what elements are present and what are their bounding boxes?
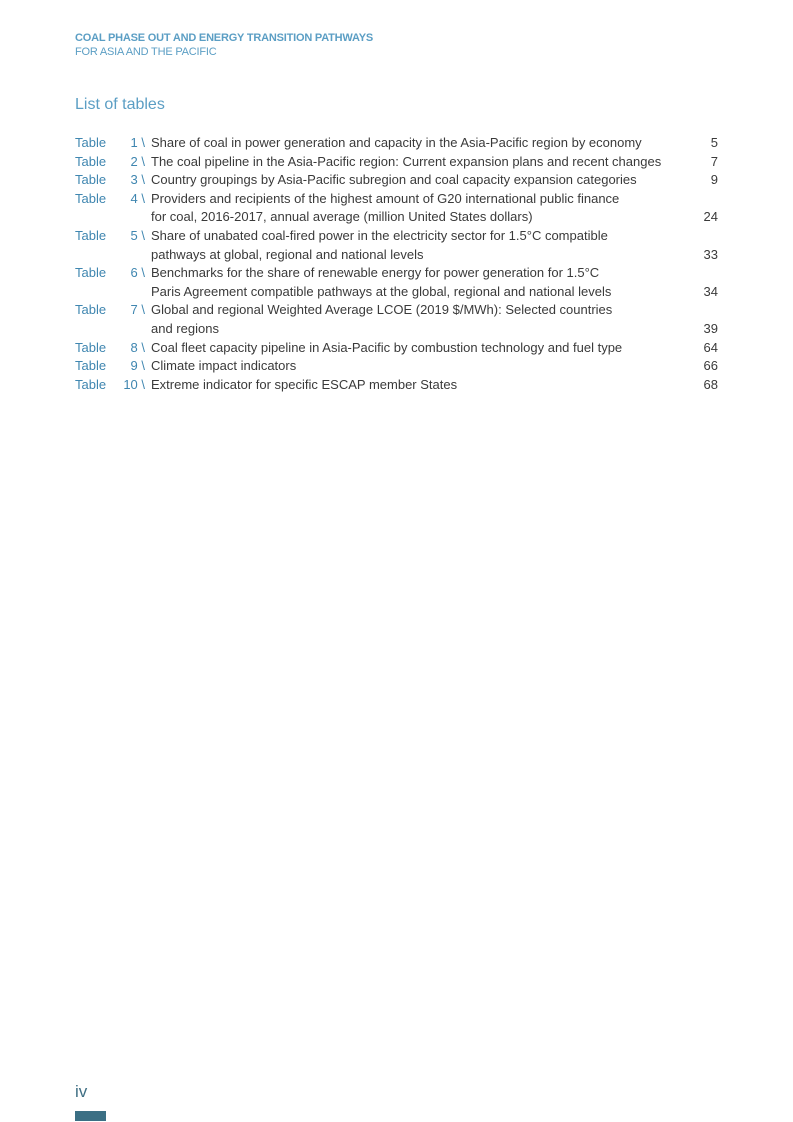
entry-title: [151, 357, 678, 376]
toc-entry[interactable]: [75, 134, 718, 153]
entry-title: [151, 339, 678, 358]
toc-entry[interactable]: [75, 339, 718, 358]
entry-title-line: and regions: [151, 320, 219, 336]
entry-title: [151, 134, 678, 153]
entry-title-line: Country groupings by Asia-Pacific subregion and coal capacity expansion categories: [151, 172, 637, 188]
entry-page: 9: [710, 172, 718, 188]
entry-page: 34: [703, 283, 718, 299]
list-of-tables: [75, 134, 718, 394]
toc-entry[interactable]: [75, 190, 718, 227]
running-header-title: COAL PHASE OUT AND ENERGY TRANSITION PATHWAYS: [75, 32, 374, 44]
toc-entry[interactable]: [75, 227, 718, 264]
entry-number: 5 \: [130, 227, 145, 243]
running-header-subtitle: FOR ASIA AND THE PACIFIC: [75, 46, 217, 58]
entry-label: Table: [75, 302, 107, 318]
entry-page: 5: [710, 135, 718, 150]
toc-entry[interactable]: [75, 301, 718, 338]
entry-label: Table: [75, 227, 107, 243]
entry-number: 2 \: [130, 153, 145, 169]
toc-entry[interactable]: [75, 264, 718, 301]
entry-title-line: Providers and recipients of the highest amount of G20 international public finance: [151, 190, 620, 206]
entry-title: [151, 171, 678, 190]
entry-number: 6 \: [130, 265, 145, 281]
entry-title-line: The coal pipeline in the Asia-Pacific region: Current expansion plans and recent changes: [151, 153, 662, 169]
entry-label: Table: [75, 265, 107, 281]
entry-number: 9 \: [130, 358, 145, 374]
entry-page: 68: [703, 376, 718, 392]
toc-entry[interactable]: [75, 153, 718, 172]
entry-title-line: Climate impact indicators: [151, 358, 297, 374]
entry-title-line: Coal fleet capacity pipeline in Asia-Pacific by combustion technology and fuel type: [151, 339, 623, 355]
entry-label: Table: [75, 376, 107, 392]
entry-page: 39: [703, 320, 718, 336]
entry-label: Table: [75, 172, 107, 188]
entry-number: 1 \: [130, 135, 145, 150]
entry-title-line: Benchmarks for the share of renewable energy for power generation for 1.5°C: [151, 265, 600, 281]
entry-title: [151, 190, 678, 227]
entry-number: 3 \: [130, 172, 145, 188]
entry-title: [151, 301, 678, 338]
entry-label: Table: [75, 153, 107, 169]
entry-title: [151, 227, 678, 264]
entry-title-line: Extreme indicator for specific ESCAP member States: [151, 376, 458, 392]
entry-number: 8 \: [130, 339, 145, 355]
entry-title-line: Share of coal in power generation and capacity in the Asia-Pacific region by economy: [151, 135, 642, 150]
toc-entry[interactable]: [75, 357, 718, 376]
entry-number: 10 \: [123, 376, 145, 392]
entry-title-line: Paris Agreement compatible pathways at the global, regional and national levels: [151, 283, 612, 299]
page-number: iv: [75, 1082, 88, 1101]
entry-title-line: for coal, 2016-2017, annual average (million United States dollars): [151, 209, 533, 225]
entry-label: Table: [75, 135, 107, 150]
entry-label: Table: [75, 339, 107, 355]
entry-label: Table: [75, 190, 107, 206]
entry-title: [151, 264, 678, 301]
entry-title: [151, 376, 678, 395]
section-title: List of tables: [75, 96, 165, 113]
entry-page: 64: [703, 339, 718, 355]
entry-number: 7 \: [130, 302, 145, 318]
entry-page: 66: [703, 358, 718, 374]
entry-page: 24: [703, 209, 718, 225]
entry-page: 33: [703, 246, 718, 262]
entry-page: 7: [710, 153, 718, 169]
toc-entry[interactable]: [75, 376, 718, 395]
entry-label: Table: [75, 358, 107, 374]
footer-bar: [75, 1111, 106, 1121]
entry-title-line: pathways at global, regional and national levels: [151, 246, 424, 262]
entry-number: 4 \: [130, 190, 145, 206]
entry-title-line: Share of unabated coal-fired power in the electricity sector for 1.5°C compatible: [151, 227, 608, 243]
toc-entry[interactable]: [75, 171, 718, 190]
entry-title: [151, 153, 678, 172]
entry-title-line: Global and regional Weighted Average LCOE (2019 $/MWh): Selected countries: [151, 302, 613, 318]
